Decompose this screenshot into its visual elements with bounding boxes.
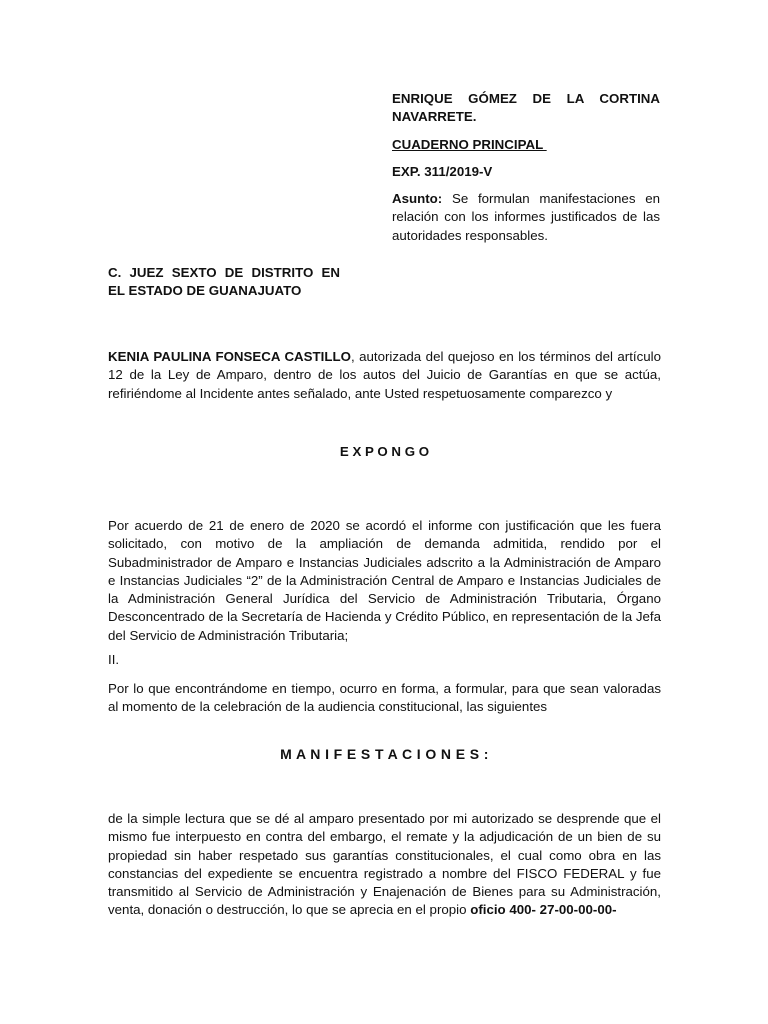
paragraph-3-text: de la simple lectura que se dé al amparo presentado por mi autorizado se desprende que el mismo fue interpuesto en contra del embargo, el remate y la adjudicación de un bien de su propiedad sin haber respetado sus garantías constitucionales, el cual como obra en las constancias del expediente se encuentra registrado a nombre del FISCO FEDERAL y fue transmitido al Servicio de Administración y Enajenación de Bienes para su Administración, venta, donación o destrucción, lo que se aprecia en el propio — [108, 811, 661, 918]
manifestaciones-heading: M A N I F E S T A C I O N E S : — [280, 746, 489, 762]
roman-numeral-ii: II. — [108, 652, 120, 667]
paragraph-1: Por acuerdo de 21 de enero de 2020 se acordó el informe con justificación que les fuera solicitado, con motivo de la ampliación de demanda admitida, rendido por el Subadministrador de Amparo e Instancias Judiciales adscrito a la Administración de Amparo e Instancias Judiciales “2” de la Administración Central de Amparo e Instancias Judiciales de la Administración General Jurídica del Servicio de Administración Tributaria, Órgano Desconcentrado de la Secretaría de Hacienda y Crédito Público, en representación de la Jefa del Servicio de Administración Tributaria; — [108, 518, 661, 643]
expongo-heading: E X P O N G O — [339, 444, 430, 459]
header-cuaderno: CUADERNO PRINCIPAL — [392, 136, 547, 152]
header-expediente: EXP. 311/2019-V — [392, 163, 493, 179]
addressee-line1: C. JUEZ SEXTO DE DISTRITO EN — [108, 265, 340, 280]
intro-name: KENIA PAULINA FONSECA CASTILLO — [108, 349, 351, 364]
header-name-line1: ENRIQUE GÓMEZ DE LA CORTINA — [392, 91, 660, 106]
case-header — [392, 90, 660, 245]
paragraph-2: Por lo que encontrándome en tiempo, ocurro en forma, a formular, para que sean valoradas al momento de la celebración de la audiencia constitucional, las siguientes — [108, 681, 661, 715]
asunto-text: Se formulan manifestaciones en relación con los informes justificados de las autoridades responsables. — [392, 191, 660, 243]
asunto-label: Asunto: — [392, 191, 443, 207]
intro-paragraph — [108, 348, 661, 403]
intro-text: , autorizada del quejoso en los términos del artículo 12 de la Ley de Amparo, dentro de los autos del Juicio de Garantías en que se actúa, refiriéndome al Incidente antes señalado, ante Usted respetuosamente comparezco y — [108, 349, 661, 401]
paragraph-3 — [108, 810, 661, 920]
header-asunto — [392, 190, 660, 245]
paragraph-3-oficio: oficio 400- 27-00-00-00- — [470, 902, 617, 918]
addressee-line2: EL ESTADO DE GUANAJUATO — [108, 283, 302, 299]
addressee — [108, 264, 340, 301]
header-name-line2: NAVARRETE. — [392, 109, 477, 125]
